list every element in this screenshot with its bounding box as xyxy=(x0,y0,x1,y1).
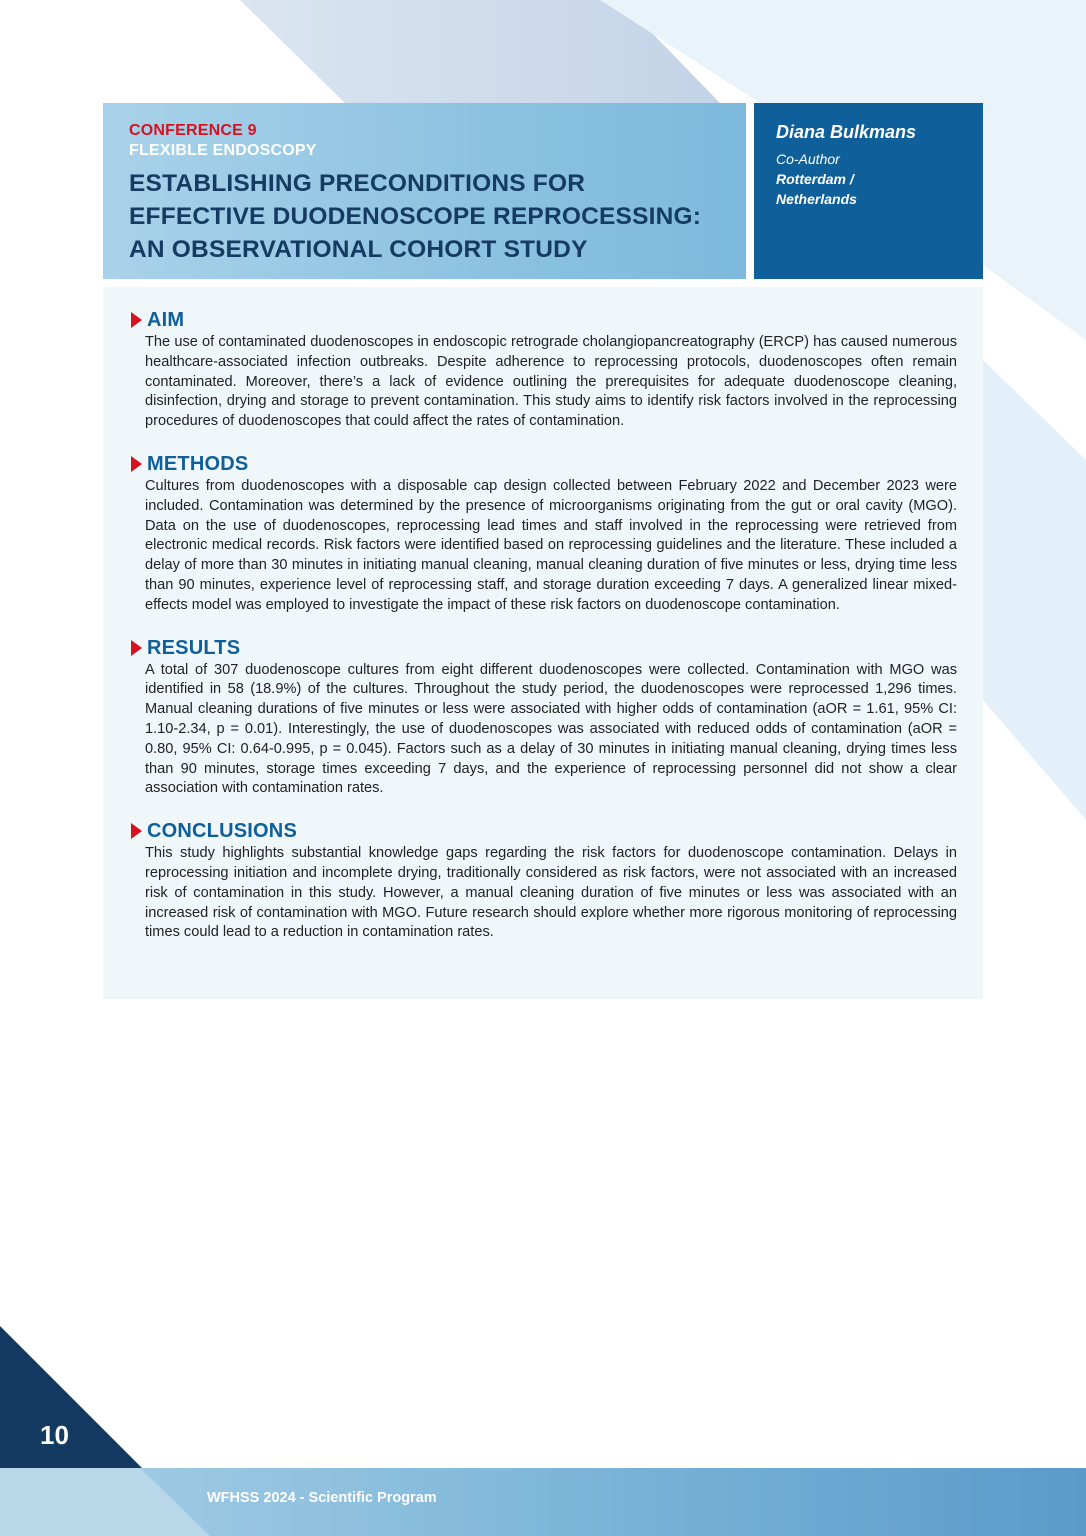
section-methods xyxy=(129,451,957,616)
page-title: ESTABLISHING PRECONDITIONS FOR EFFECTIVE DUODENOSCOPE REPROCESSING: AN OBSERVATIONAL COHORT STUDY xyxy=(129,170,702,263)
page-corner-triangle xyxy=(0,1326,142,1468)
author-location-city: Rotterdam / xyxy=(776,171,854,187)
title-panel xyxy=(103,103,746,279)
red-triangle-arrow-icon xyxy=(129,311,145,329)
conference-label: CONFERENCE 9 xyxy=(129,122,257,139)
abstract-body xyxy=(103,287,983,999)
section-results xyxy=(129,635,957,800)
red-triangle-arrow-icon xyxy=(129,455,145,473)
section-heading xyxy=(129,307,957,333)
section-heading xyxy=(129,818,957,844)
author-role: Co-Author xyxy=(776,151,840,167)
section-heading xyxy=(129,635,957,661)
section-text: A total of 307 duodenoscope cultures from eight different duodenoscopes were collected. Contamination with MGO was identified in 58 (18.9%) of the cultures. Throughout the study period, the duodenoscopes were reprocessed 1,296 times. Manual cleaning durations of five minutes or less were associated with higher odds of contamination (aOR = 1.61, 95% CI: 1.10-2.34, p = 0.01). Interestingly, the use of duodenoscopes was associated with reduced odds of contamination (aOR = 0.80, 95% CI: 0.64-0.995, p = 0.045). Factors such as a delay of 30 minutes in initiating manual cleaning, drying times less than 90 minutes, storage times exceeding 7 days, and the experience of reprocessing personnel did not show a clear association with contamination rates. xyxy=(145,661,957,797)
page-number: 10 xyxy=(40,1420,69,1450)
author-panel xyxy=(754,103,983,279)
section-title: RESULTS xyxy=(147,636,241,659)
footer-publication-label: WFHSS 2024 - Scientific Program xyxy=(207,1490,437,1506)
section-text: Cultures from duodenoscopes with a disposable cap design collected between February 2022 and December 2023 were included. Contamination was determined by the presence of microorganisms originating from the gut or oral cavity (MGO). Data on the use of duodenoscopes, reprocessing lead times and staff involved in the reprocessing were retrieved from electronic medical records. Risk factors were identified based on reprocessing guidelines and the literature. These included a delay of more than 30 minutes in initiating manual cleaning, manual cleaning duration of five minutes or less, drying time less than 90 minutes, experience level of reprocessing staff, and storage duration exceeding 7 days. A generalized linear mixed-effects model was employed to investigate the impact of these risk factors on duodenoscope contamination. xyxy=(145,477,957,613)
section-aim xyxy=(129,307,957,432)
red-triangle-arrow-icon xyxy=(129,822,145,840)
author-location-country: Netherlands xyxy=(776,191,857,207)
red-triangle-arrow-icon xyxy=(129,639,145,657)
section-conclusions xyxy=(129,818,957,943)
section-text: The use of contaminated duodenoscopes in endoscopic retrograde cholangiopancreatography (ERCP) has caused numerous healthcare-associated infection outbreaks. Despite adherence to reprocessing protocols, duodenoscopes often remain contaminated. Moreover, there’s a lack of evidence outlining the prerequisites for adequate duodenoscope cleaning, disinfection, drying and storage to prevent contamination. This study aims to identify risk factors involved in the reprocessing procedures of duodenoscopes that could affect the rates of contamination. xyxy=(145,334,957,430)
author-name: Diana Bulkmans xyxy=(776,122,917,142)
section-heading xyxy=(129,451,957,477)
section-title: CONCLUSIONS xyxy=(147,820,297,843)
section-title: AIM xyxy=(147,309,185,331)
right-diagonal-band xyxy=(983,360,1086,820)
section-text: This study highlights substantial knowledge gaps regarding the risk factors for duodenoscope contamination. Delays in reprocessing initiation and incomplete drying, traditionally considered as risk factors, were not associated with an increased risk of contamination in this study. However, a manual cleaning duration of five minutes or less was associated with an increased risk of contamination with MGO. Future research should explore whether more rigorous monitoring of reprocessing times could lead to a reduction in contamination rates. xyxy=(145,845,957,941)
section-title: METHODS xyxy=(147,452,249,475)
track-label: FLEXIBLE ENDOSCOPY xyxy=(129,142,317,159)
